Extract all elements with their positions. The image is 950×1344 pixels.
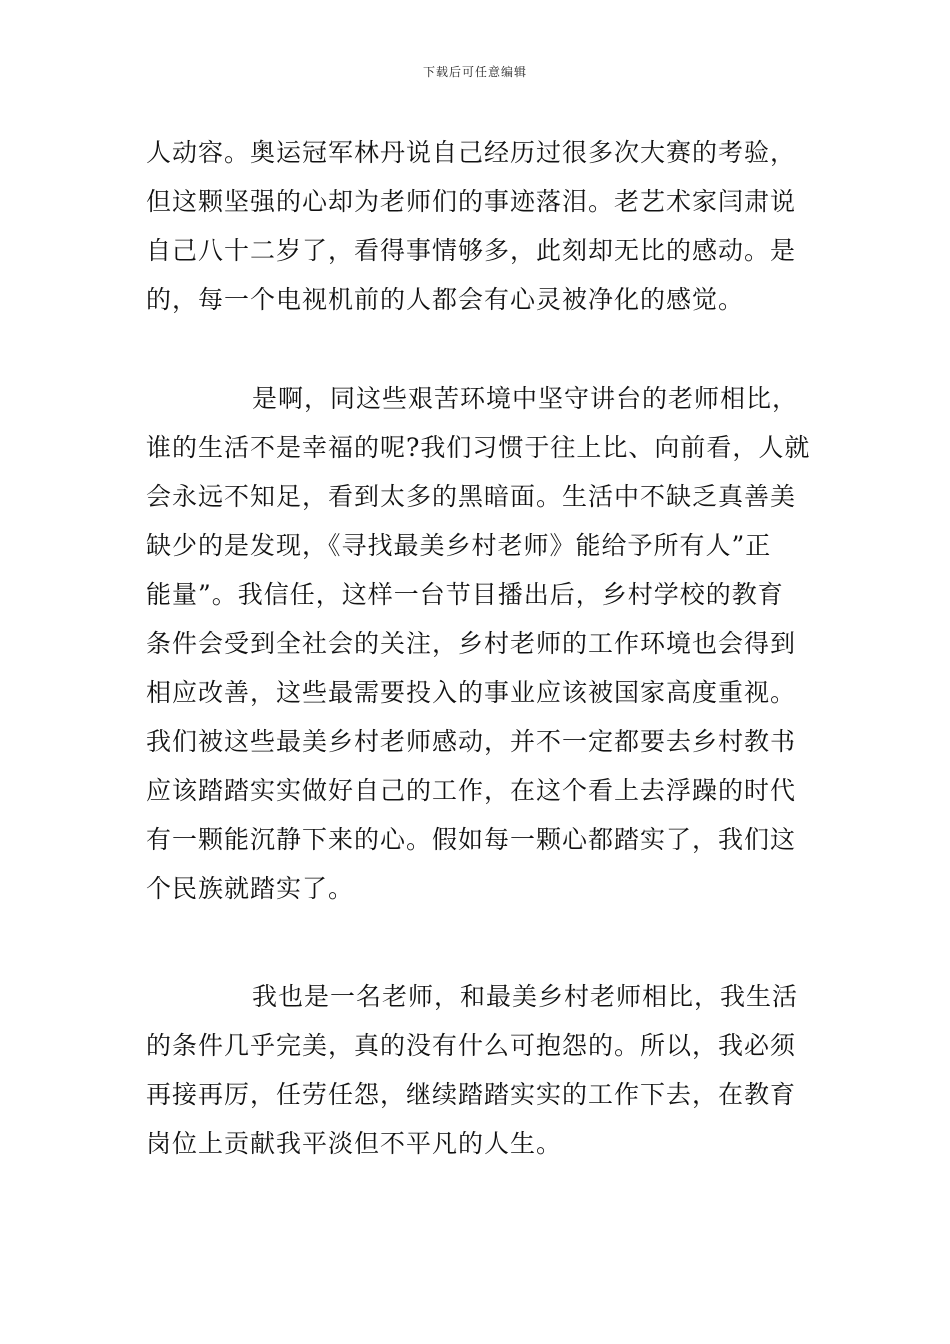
- paragraph-line: 是啊，同这些艰苦环境中坚守讲台的老师相比，: [252, 384, 799, 413]
- paragraph-line: 我们被这些最美乡村老师感动，并不一定都要去乡村教书: [146, 727, 797, 756]
- paragraph-line: 谁的生活不是幸福的呢?我们习惯于往上比、向前看，人就: [146, 433, 811, 462]
- paragraph-2: [146, 374, 811, 913]
- page-header: 下载后可任意编辑: [422, 65, 527, 79]
- paragraph-line: 相应改善，这些最需要投入的事业应该被国家高度重视。: [146, 678, 797, 707]
- paragraph-line: 应该踏踏实实做好自己的工作，在这个看上去浮躁的时代: [146, 776, 797, 805]
- paragraph-line: 有一颗能沉静下来的心。假如每一颗心都踏实了，我们这: [146, 825, 797, 854]
- paragraph-line: 会永远不知足，看到太多的黑暗面。生活中不缺乏真善美: [146, 482, 797, 511]
- paragraph-line: 人动容。奥运冠军林丹说自己经历过很多次大赛的考验，: [146, 138, 797, 167]
- paragraph-line: 的条件几乎完美，真的没有什么可抱怨的。所以，我必须: [146, 1031, 797, 1060]
- paragraph-3: [146, 972, 806, 1168]
- paragraph-line: 的，每一个电视机前的人都会有心灵被净化的感觉。: [146, 285, 745, 314]
- paragraph-line: 能量”。我信任，这样一台节目播出后，乡村学校的教育: [146, 580, 784, 609]
- paragraph-line: 但这颗坚强的心却为老师们的事迹落泪。老艺术家闫肃说: [146, 187, 797, 216]
- paragraph-line: 我也是一名老师，和最美乡村老师相比，我生活: [252, 982, 799, 1011]
- paragraph-line: 缺少的是发现，《寻找最美乡村老师》能给予所有人”正: [146, 531, 772, 560]
- paragraph-line: 自己八十二岁了，看得事情够多，此刻却无比的感动。是: [146, 236, 797, 265]
- paragraph-line: 再接再厉，任劳任怨，继续踏踏实实的工作下去，在教育: [146, 1080, 797, 1109]
- paragraph-line: 岗位上贡献我平淡但不平凡的人生。: [146, 1129, 563, 1158]
- paragraph-line: 个民族就踏实了。: [146, 874, 355, 903]
- paragraph-line: 条件会受到全社会的关注，乡村老师的工作环境也会得到: [146, 629, 797, 658]
- paragraph-1: [146, 128, 806, 324]
